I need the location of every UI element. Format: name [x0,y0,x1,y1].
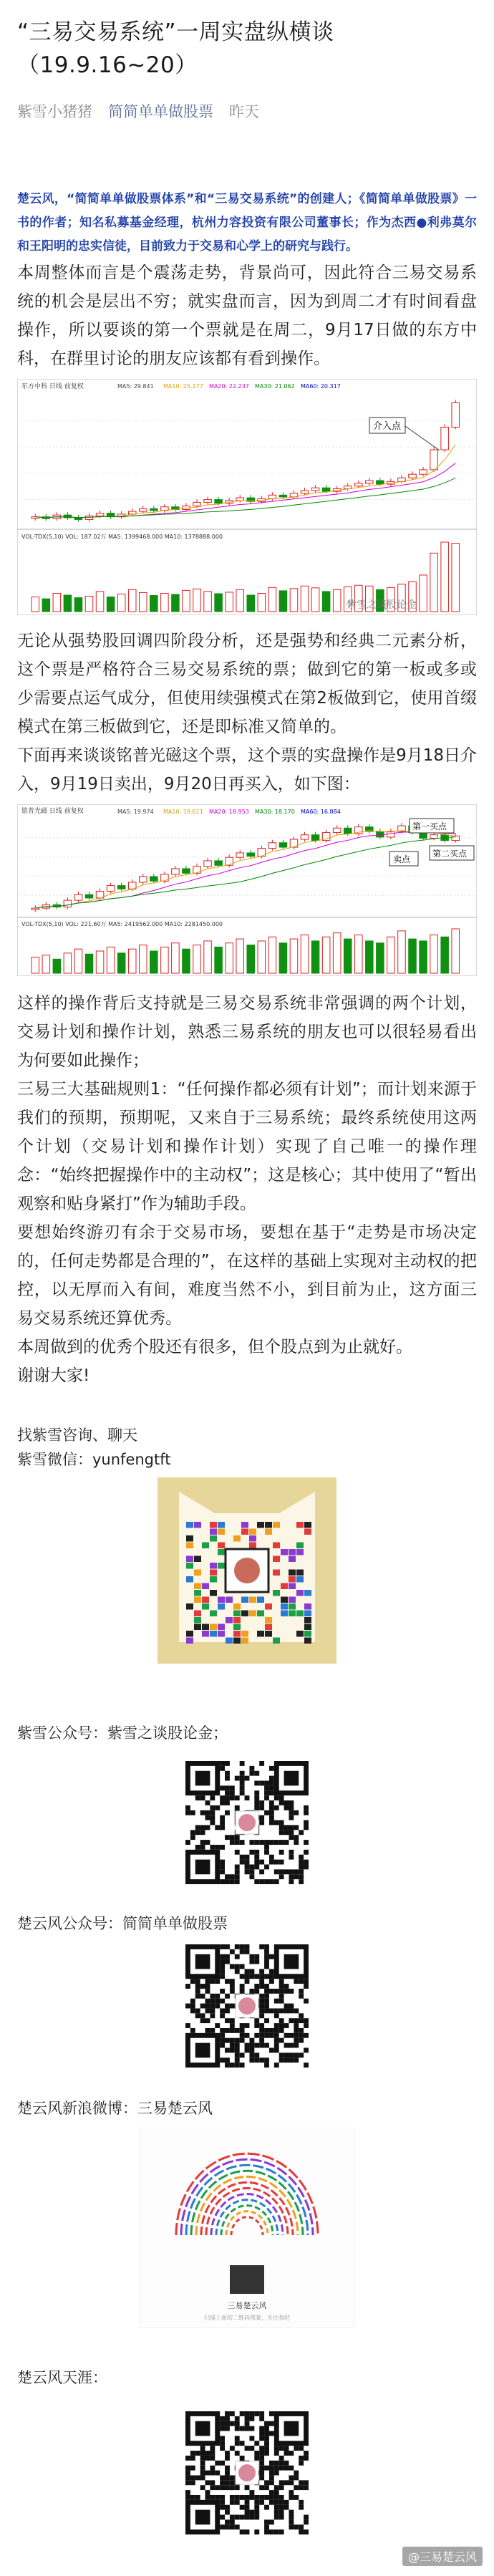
account-link[interactable]: 简简单单做股票 [108,103,213,120]
volume-bar [258,941,266,973]
chart2-vol-header: VOL-TDX(5,10) VOL: 221.60万 MA5: 2419562.000 MA10: 2281450.000 [21,921,223,927]
volume-bar [193,589,201,612]
chart1-ma-legend [117,383,341,390]
chart1-header: 东方中科 日线 前复权 [21,383,84,390]
volume-bar [74,598,82,612]
tianya-label: 楚云风天涯： [17,2369,107,2386]
weibo-qr-card [17,2128,477,2328]
volume-bar [193,945,201,973]
candle [161,874,169,881]
candle [247,853,255,857]
candle [107,886,115,892]
contact-heading: 找紫雪咨询、聊天 [17,1427,137,1444]
volume-bar [258,593,266,612]
volume-bar [301,586,309,612]
paragraph-8: 谢谢大家! [17,1366,90,1385]
volume-bar [344,939,352,973]
volume-bar [183,949,190,973]
paragraph-1: 本周整体而言是个震荡走势，背景尚可，因此符合三易交易系统的机会是层出不穷；就实盘而言，因为到周二才有时间看盘操作，所以要谈的第一个票就是在周二，9月17日做的东方中科，在群里讨论的朋友应该都有看到操作。 [17,264,477,368]
volume-bar [301,935,309,973]
candle [172,869,180,874]
volume-bar [236,589,244,612]
cat-qr-icon [158,1477,336,1664]
volume-bar [96,951,104,973]
candle [311,835,319,841]
volume-bar [226,943,233,973]
publish-time: 昨天 [229,103,259,120]
chart1-watermark: 紫雪之谈股论金 [347,599,417,611]
volume-bar [150,951,158,973]
zixue-qr-code [17,1761,477,1884]
candle [420,470,427,474]
volume-bar [53,959,61,973]
candle [204,861,212,867]
qr-icon [185,1761,309,1884]
candle [268,495,276,498]
candle [355,483,363,486]
volume-bar [161,593,169,612]
volume-bar [247,595,255,612]
candle [236,853,244,857]
candle [366,481,374,483]
volume-bar [268,937,276,973]
volume-bar [322,592,330,612]
weibo-label: 楚云风新浪微博：三易楚云风 [17,2100,213,2117]
volume-bar [333,589,341,612]
candle [150,877,158,881]
chart2-ma-legend [117,809,341,815]
candle [333,828,341,832]
ma-label: MA20: 18.953 [209,809,249,815]
svg-text:卖点: 卖点 [393,854,411,864]
candle [204,500,212,503]
volume-bar [32,597,39,612]
qr-icon [185,1944,309,2068]
candle [85,894,93,898]
candle [183,869,190,873]
cyf-qr-code [17,1944,477,2068]
volume-bar [430,935,438,973]
tianya-qr-code [17,2411,477,2534]
chart1-vol-header: VOL-TDX(5,10) VOL: 187.02万 MA5: 1399468.000 MA10: 1378888.000 [21,534,223,540]
svg-text:第二买点: 第二买点 [432,849,468,859]
volume-bar [117,953,125,973]
qr-icon [185,2411,309,2534]
ma-label: MA30: 18.170 [255,809,295,815]
ma-label: MA60: 20.317 [301,383,341,390]
volume-bar [128,589,136,612]
volume-bar [172,943,180,973]
ma-label: MA60: 16.884 [301,809,341,815]
candle [215,500,223,503]
volume-bar [64,595,72,612]
candle [236,498,244,501]
volume-bar [452,544,460,612]
volume-bar [452,929,460,973]
wechat-qr-code [17,1477,477,1664]
candle [409,474,417,478]
candle [301,835,309,839]
chart2-header: 铭普光磁 日线 前复权 [21,808,84,815]
candle [420,833,427,839]
candle [279,495,287,497]
chart2-annotation-buy1 [410,819,454,833]
candle [430,835,438,839]
volume-bar [366,941,374,973]
volume-bar [107,597,115,612]
article-meta [17,100,477,122]
author-name: 紫雪小猪猪 [17,103,92,120]
volume-bar [441,542,449,612]
candle [430,450,438,470]
volume-bar [290,939,298,973]
candle [226,857,233,865]
paragraph-5: 三易三大基础规则1：“任何操作都必须有计划”；而计划来源于我们的预期，预期呢，又来自于三易系统；最终系统使用这两个计划（交易计划和操作计划）实现了自己唯一的操作理念：“始终把握操作中的主动权”；这是核心；其中使用了“暂出观察和贴身紧打”作为辅助手段。 [17,1080,477,1213]
volume-bar [279,591,287,612]
paragraph-7: 本周做到的优秀个股还有很多，但个股点到为止就好。 [17,1338,412,1356]
volume-bar [204,592,212,612]
volume-bar [279,943,287,973]
volume-bar [409,939,417,973]
candle [268,843,276,849]
volume-bar [387,937,395,973]
article-title: “三易交易系统”一周实盘纵横谈（19.9.16~20） [17,19,334,78]
volume-bar [42,955,50,973]
paragraph-2: 无论从强势股回调四阶段分析，还是强势和经典二元素分析，这个票是严格符合三易交易系统的票；做到它的第一板或多或少需要点运气成分，但使用续强模式在第2板做到它，使用首缀模式在第三板做到它，还是即标准又简单的。 [17,632,477,736]
candle [452,836,460,840]
ma-label: MA10: 19.611 [163,809,203,815]
author-intro: 楚云风，“简简单单做股票体系”和“三易交易系统”的创建人；《简简单单做股票》一书的作者；知名私募基金经理，杭州力容投资有限公司董事长；作为杰西●利弗莫尔和王阳明的忠实信徒，目前致力于交易和心学上的研究与践行。 [17,192,477,254]
candle [377,831,384,837]
candle [117,886,125,889]
mingpu-guangci-kline-chart [17,804,477,976]
candle [193,867,201,873]
candle [150,508,158,511]
candle [74,518,82,520]
volume-bar [172,594,180,612]
volume-bar [268,587,276,612]
dongfang-zhongke-kline-chart [17,379,477,615]
volume-bar [311,941,319,973]
wechat-label: 紫雪微信：yunfengtft [17,1451,171,1468]
volume-bar [322,937,330,973]
volume-bar [107,947,115,973]
volume-bar [236,939,244,973]
weibo-name: 三易楚云风 [227,2301,267,2310]
paragraph-3: 下面再来谈谈铭普光磁这个票，这个票的实盘操作是9月18日介入，9月19日卖出，9月20日再买入，如下图： [17,746,477,793]
volume-bar [398,931,406,973]
ma-label: MA5: 29.841 [117,383,154,390]
svg-text:介入点: 介入点 [373,421,402,432]
candle [311,488,319,491]
ma-label: MA20: 22.237 [209,383,249,390]
volume-bar [64,953,72,973]
weibo-qr-icon [140,2128,354,2328]
ma-label: MA10: 25.177 [163,383,203,390]
candle [140,877,147,882]
volume-bar [161,947,169,973]
candle [74,894,82,900]
candle [322,488,330,491]
footer-watermark: @三易楚云风 [402,2547,483,2566]
volume-bar [377,943,384,973]
paragraph-4: 这样的操作背后支持就是三易交易系统非常强调的两个计划，交易计划和操作计划，熟悉三易系统的朋友也可以很轻易看出为何要如此操作； [17,994,477,1070]
candle [64,900,72,907]
svg-text:第一买点: 第一买点 [412,821,447,831]
weibo-sub: 扫描上面的二维码图案，关注我吧 [204,2315,290,2321]
candle [32,908,39,910]
volume-bar [128,949,136,973]
volume-bar [441,937,449,973]
zixue-gzh-label: 紫雪公众号：紫雪之谈股论金； [17,1724,228,1742]
volume-bar [430,553,438,612]
candle [344,828,352,834]
volume-bar [215,594,223,612]
volume-bar [85,597,93,612]
candle [279,843,287,847]
volume-bar [290,589,298,612]
volume-bar [333,933,341,973]
volume-bar [420,941,427,973]
candle [301,491,309,493]
candle [140,508,147,511]
volume-bar [150,596,158,612]
volume-bar [53,593,61,612]
candle [96,513,104,516]
candle [377,481,384,484]
volume-bar [311,588,319,612]
volume-bar [420,575,427,612]
candle [215,861,223,865]
ma-label: MA5: 19.974 [117,809,154,815]
volume-bar [226,592,233,612]
volume-bar [183,590,190,612]
volume-bar [74,949,82,973]
ma-label: MA30: 21.062 [255,383,295,390]
candle [452,402,460,427]
volume-bar [42,599,50,612]
volume-bar [96,592,104,612]
volume-bar [215,947,223,973]
volume-bar [204,941,212,973]
paragraph-6: 要想始终游刃有余于交易市场，要想在基于“走势是市场决定的，任何走势都是合理的”，在这样的基础上实现对主动权的把控，以无厚而入有间，难度当然不小，到目前为止，这方面三易交易系统还算优秀。 [17,1223,477,1328]
volume-bar [117,594,125,612]
candle [441,427,449,450]
volume-bar [140,945,147,973]
volume-bar [85,954,93,973]
volume-bar [32,957,39,973]
chart2-annotation-buy2 [430,846,474,860]
cyf-gzh-label: 楚云风公众号：简简单单做股票 [17,1915,228,1932]
volume-bar [355,935,363,973]
chart2-annotation-sell [389,852,418,866]
candle [193,502,201,506]
volume-bar [140,592,147,612]
volume-bar [247,945,255,973]
